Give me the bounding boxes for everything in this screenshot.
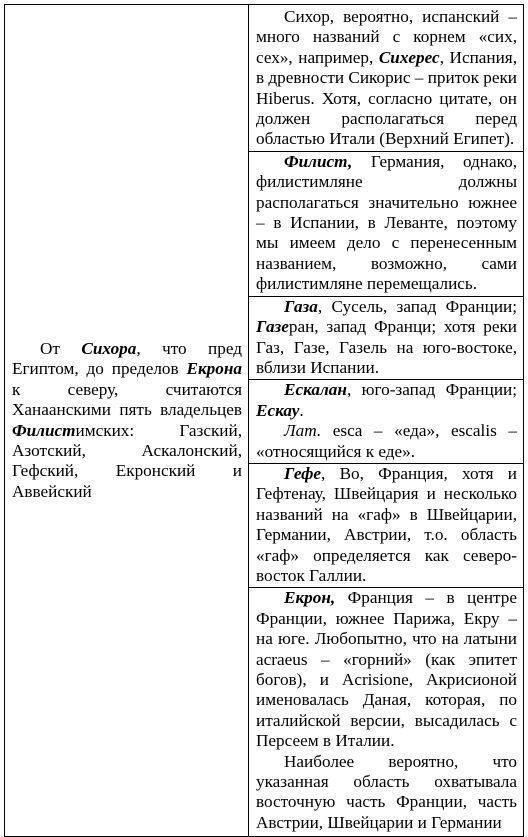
commentary-eskalan	[249, 380, 523, 464]
commentary-column	[249, 5, 524, 837]
paragraph	[256, 297, 517, 379]
paragraph	[256, 588, 517, 751]
text-part: , Сусель, запад Франции;	[317, 296, 517, 316]
commentary-gaza	[249, 297, 523, 381]
term-ekrona: Екрона	[186, 359, 242, 379]
quote-part: , что пред Египтом, до пределов	[12, 339, 242, 379]
text-part: esca – «еда», escalis – «относящийся к еде».	[256, 421, 517, 461]
term-filist: Филист,	[284, 151, 353, 171]
quote-part: От	[40, 339, 82, 358]
term-gaza: Газа	[284, 296, 318, 316]
text-part: ран, запад Франци; хотя реки Газ, Газе, Газель на юго-востоке, вблизи Испании.	[256, 317, 517, 377]
paragraph	[256, 152, 517, 295]
commentary-sihor	[249, 7, 523, 152]
term-sihora: Сихора	[81, 339, 137, 358]
term-eskau: Ескау	[256, 400, 300, 420]
term-siheres: Сихерес	[378, 47, 440, 67]
quote-cell	[5, 5, 249, 837]
text-part: Франция – в центре Франции, южнее Парижа, Екру – на юге. Любопытно, что на латыни acraeus – «горний» (как эпитет богов), и Acrisione, Акрисионой именовалась Даная, которая, по италийской версии, высадилась с Персеем в Италии.	[256, 588, 517, 751]
quote-part: к северу, считаются Ханаанскими пять владельцев	[12, 379, 242, 420]
text-part: .	[299, 400, 304, 420]
commentary-ekron	[249, 588, 523, 834]
paragraph	[256, 464, 517, 586]
commentary-gefe	[249, 464, 523, 588]
text-part: , Во, Франция, хотя и Гефтенау, Швейцария и несколько названий на «гаф» в Швейцарии, Германии, Австрии, т.о. область «гаф» определяется как северо-восток Галлии.	[256, 463, 517, 585]
commentary-filist	[249, 152, 523, 297]
table-row	[5, 5, 524, 837]
quote-part: имских: Газский, Азотский, Аскалонский, Гефский, Екронский и Аввейский	[12, 420, 242, 501]
text-part: , юго-запад Франции;	[346, 380, 517, 400]
paragraph	[256, 7, 517, 150]
text-part: Германия, однако, филистимляне должны располагаться значительно южнее – в Испании, в Леванте, поэтому мы имеем дело с перенесенным названием, возможно, сами филистимляне перемещались.	[256, 151, 517, 294]
term-eskalan: Ескалан	[284, 380, 347, 400]
quote-text	[12, 339, 242, 502]
paragraph: Наиболее вероятно, что указанная область охватывала восточную часть Франции, часть Австрии, Швейцарии и Германии	[256, 751, 517, 832]
comparison-table	[4, 4, 524, 837]
paragraph	[256, 421, 517, 462]
term-gazeran: Газе	[256, 317, 289, 337]
term-filist: Филист	[12, 420, 76, 440]
term-ekron: Екрон,	[284, 588, 336, 608]
text-part: , Испания, в древности Сикорис – приток реки Hiberus. Хотя, согласно цитате, он должен располагаться перед областью Итали (Верхний Египет).	[256, 47, 517, 149]
latin-label: Лат.	[284, 421, 322, 441]
text-part: Сихор, вероятно, испанский – много названий с корнем «сих, сех», например,	[256, 7, 517, 67]
term-gefe: Гефе	[284, 463, 322, 483]
paragraph	[256, 380, 517, 421]
